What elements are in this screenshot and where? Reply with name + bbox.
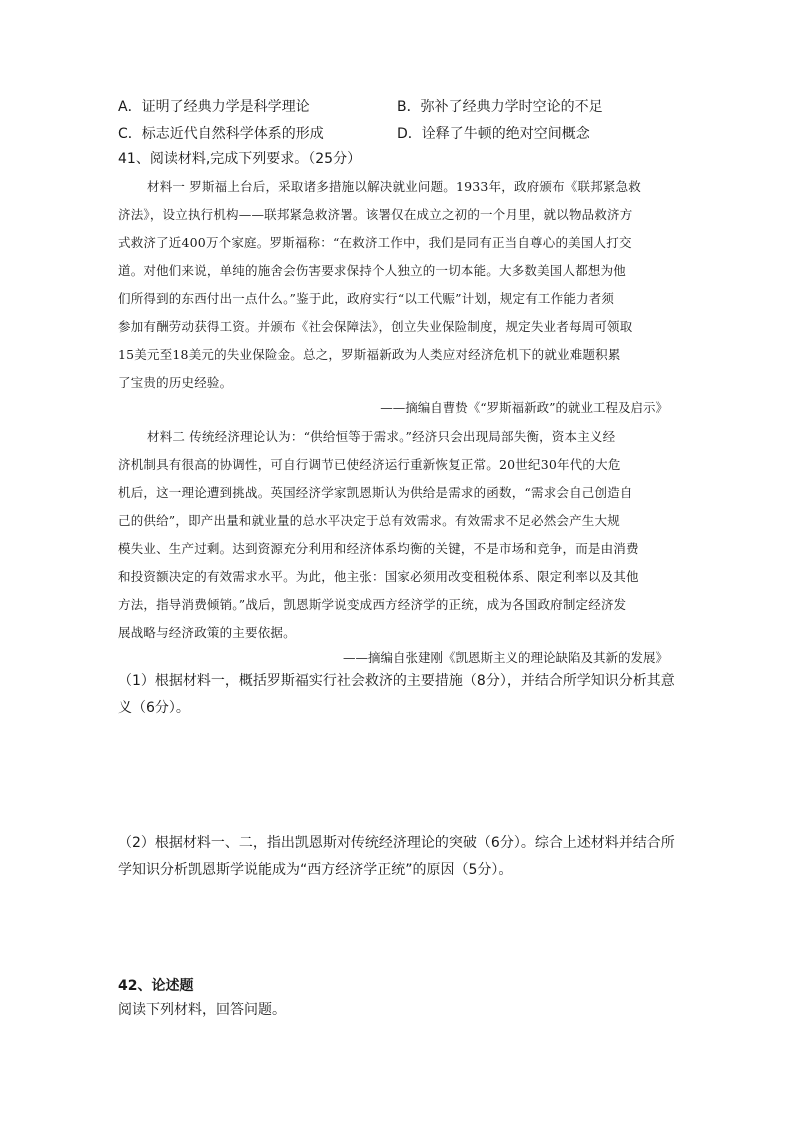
question-42-heading: 42、论述题 <box>118 978 194 994</box>
material1-line: 式救济了近400万个家庭。罗斯福称：“在救济工作中，我们是同有正当自尊心的美国人打交 <box>118 235 632 250</box>
material1-line: 15美元至18美元的失业保险金。总之，罗斯福新政为人类应对经济危机下的就业难题积累 <box>118 347 621 362</box>
material1-line: 参加有酬劳动获得工资。并颁布《社会保障法》，创立失业保险制度，规定失业者每周可领取 <box>118 319 633 334</box>
material2-line: 济机制具有很高的协调性，可自行调节已使经济运行重新恢复正常。20世纪30年代的大危 <box>118 457 621 472</box>
material2-source: ——摘编自张建刚《凯恩斯主义的理论缺陷及其新的发展》 <box>342 650 668 665</box>
material1-source: ——摘编自曹贽《“罗斯福新政”的就业工程及启示》 <box>380 400 668 415</box>
subquestion-2-line: （2）根据材料一、二，指出凯恩斯对传统经济理论的突破（6分）。综合上述材料并结合所 <box>118 835 675 851</box>
subquestion-2-line: 学知识分析凯恩斯学说能成为“西方经济学正统”的原因（5分）。 <box>118 862 513 878</box>
material2-line: 模失业、生产过剩。达到资源充分利用和经济体系均衡的关键，不是市场和竞争，而是由消费 <box>118 541 639 556</box>
option-b: B．弥补了经典力学时空论的不足 <box>397 99 603 115</box>
material2-line: 机后，这一理论遭到挑战。英国经济学家凯恩斯认为供给是需求的函数，“需求会自己创造自 <box>118 485 633 500</box>
option-d: D．诠释了牛顿的绝对空间概念 <box>397 126 590 142</box>
subquestion-1-line: （1）根据材料一，概括罗斯福实行社会救济的主要措施（8分），并结合所学知识分析其意 <box>118 673 675 689</box>
material1-line: 了宝贵的历史经验。 <box>118 375 233 390</box>
subquestion-1-line: 义（6分）。 <box>118 700 190 716</box>
material1-line: 道。对他们来说，单纯的施舍会伤害要求保持个人独立的一切本能。大多数美国人都想为他 <box>118 263 627 278</box>
question-41-heading: 41、阅读材料,完成下列要求。（25分） <box>118 151 362 167</box>
material1-line: 材料一 罗斯福上台后，采取诸多措施以解决就业问题。1933年，政府颁布《联邦紧急救 <box>147 179 641 194</box>
option-c: C．标志近代自然科学体系的形成 <box>118 126 324 142</box>
material1-line: 们所得到的东西付出一点什么。”鉴于此，政府实行“以工代赈”计划，规定有工作能力者须 <box>118 291 615 306</box>
material1-line: 济法》，设立执行机构——联邦紧急救济署。该署仅在成立之初的一个月里，就以物品救济方 <box>118 207 633 222</box>
option-a: A．证明了经典力学是科学理论 <box>118 99 310 115</box>
material2-line: 和投资额决定的有效需求水平。为此，他主张：国家必须用改变租税体系、限定利率以及其他 <box>118 569 639 584</box>
material2-line: 方法，指导消费倾销。”战后，凯恩斯学说变成西方经济学的正统，成为各国政府制定经济发 <box>118 597 627 612</box>
material2-line: 展战略与经济政策的主要依据。 <box>118 625 296 640</box>
question-42-instruction: 阅读下列材料，回答问题。 <box>118 1002 286 1018</box>
material2-line: 己的供给”，即产出量和就业量的总水平决定于总有效需求。有效需求不足必然会产生大规 <box>118 513 620 528</box>
material2-line: 材料二 传统经济理论认为：“供给恒等于需求。”经济只会出现局部失衡，资本主义经 <box>147 429 616 444</box>
